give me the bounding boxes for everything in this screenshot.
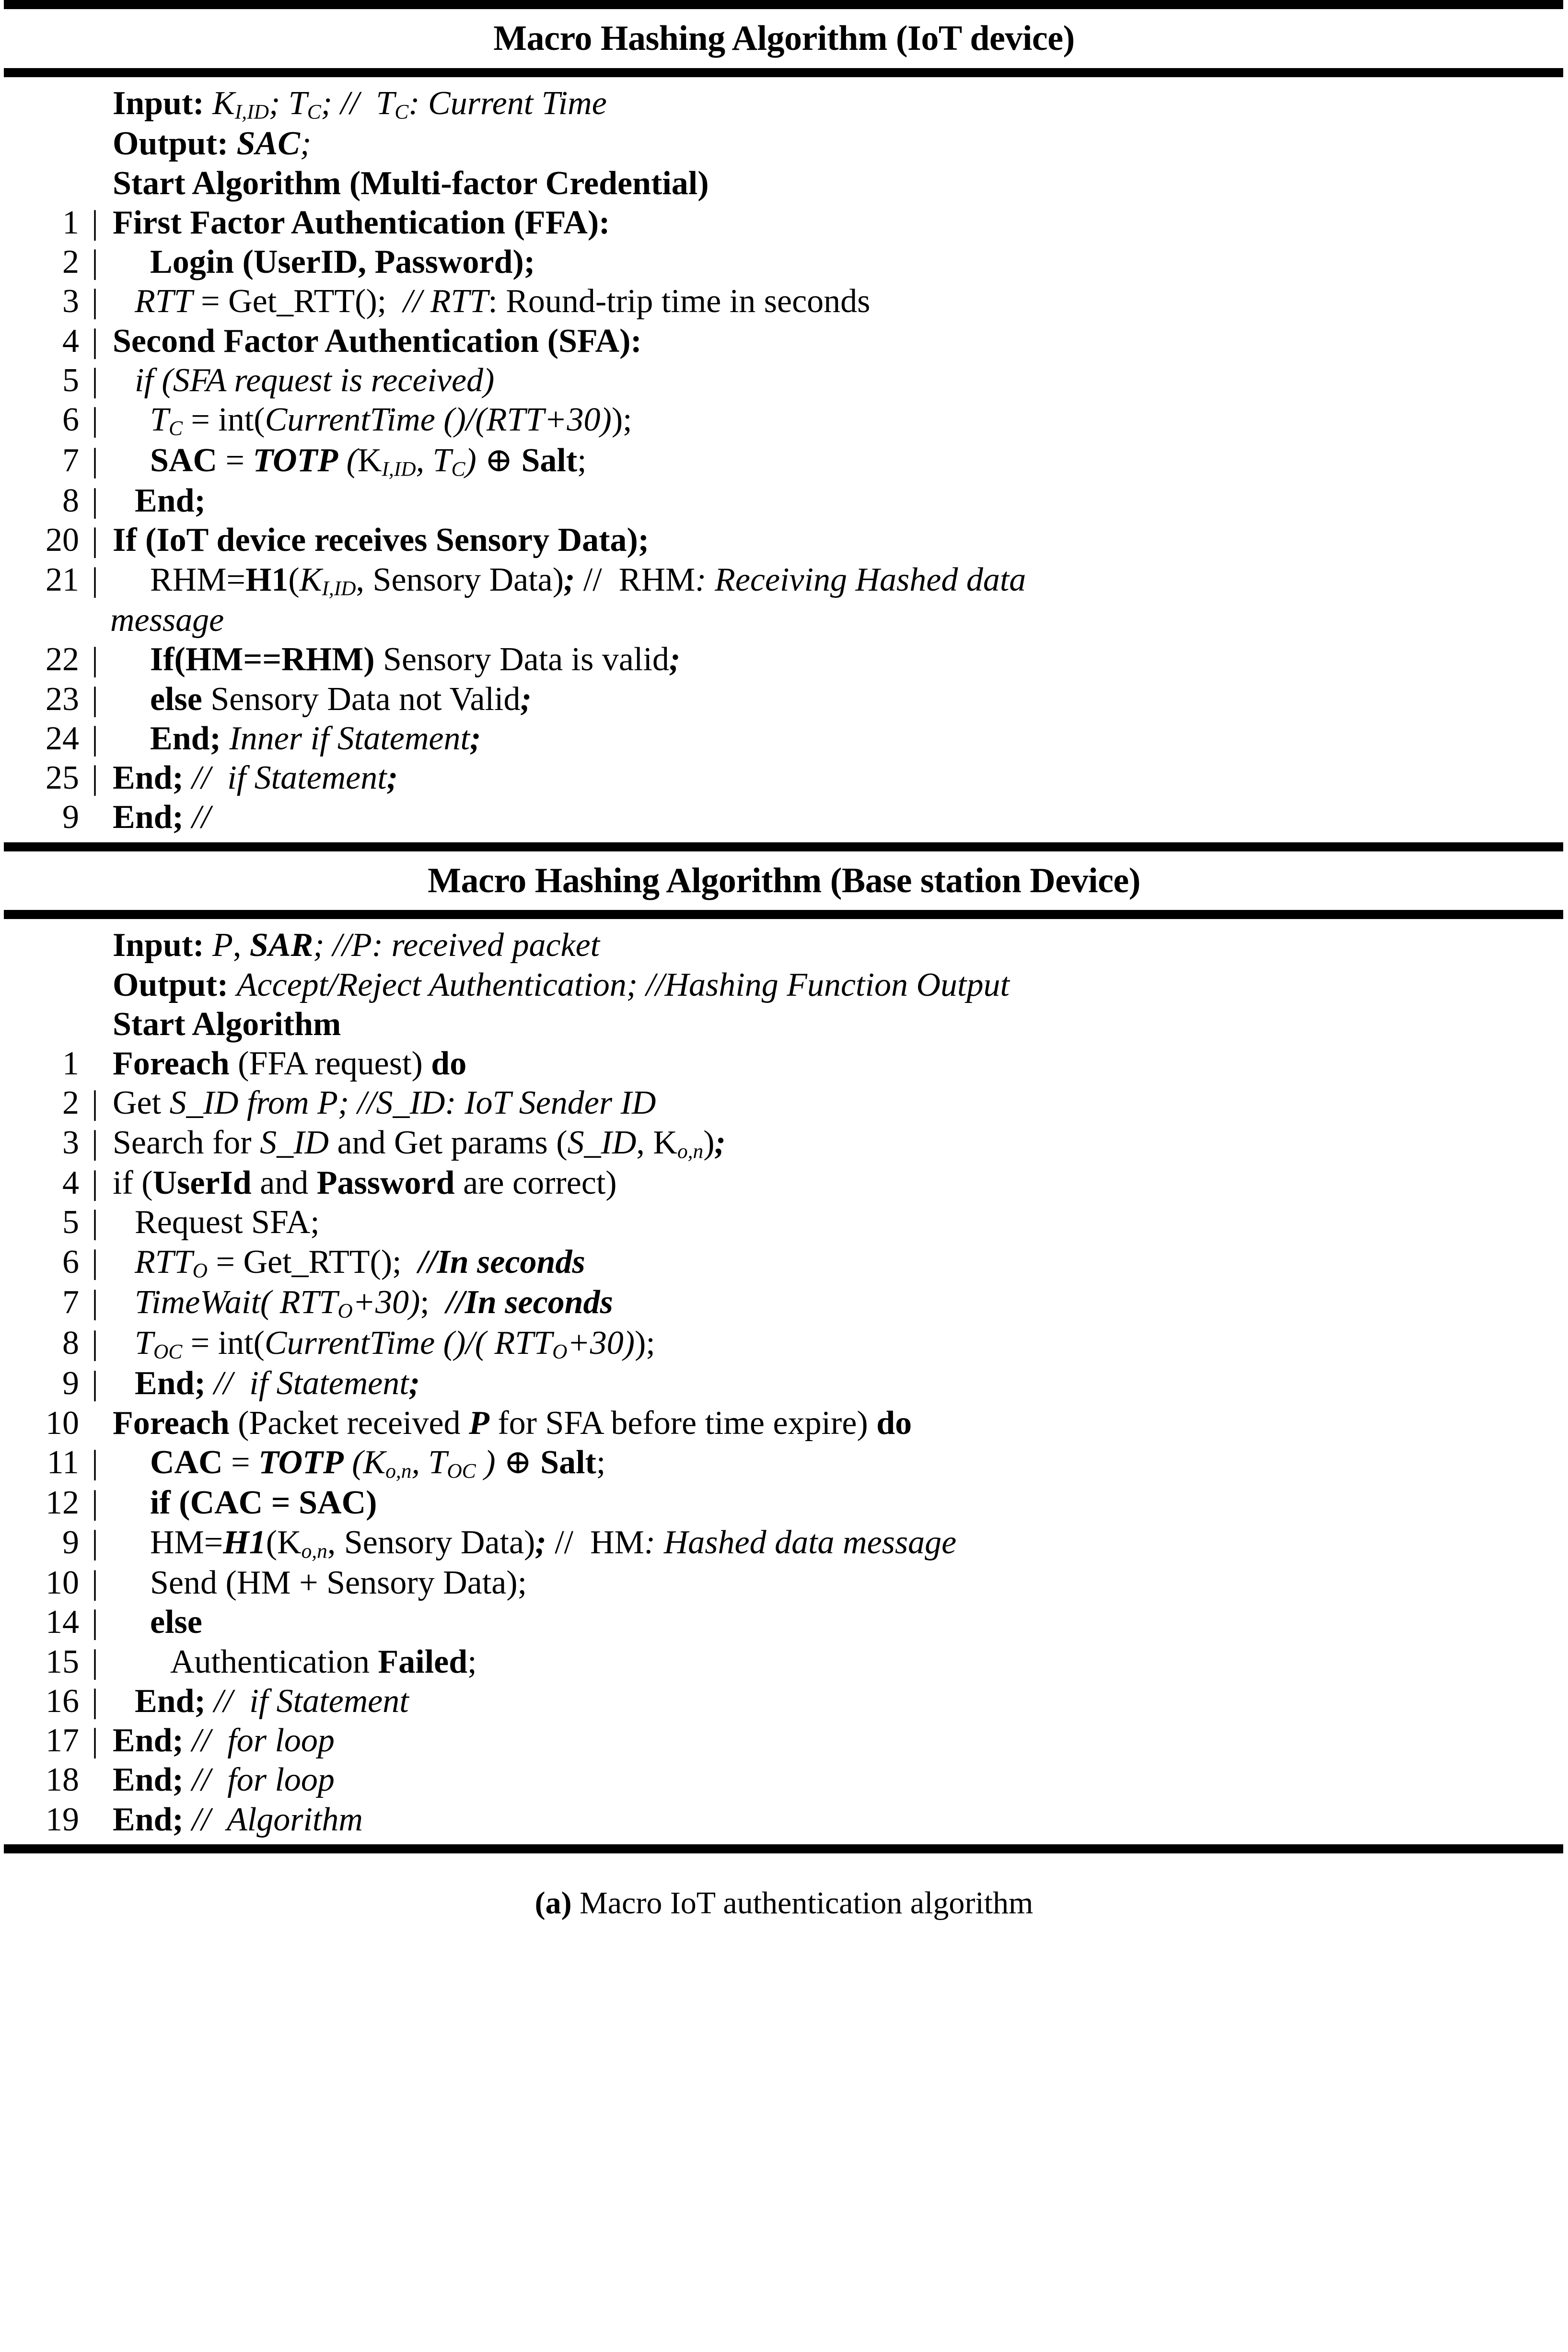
algorithm-2-line-10a	[0, 1404, 1568, 1443]
algorithm-2-title-underrule	[4, 910, 1563, 919]
line-content: Foreach (FFA request) do	[113, 1045, 467, 1083]
line-number: 6	[62, 1243, 79, 1281]
line-bar: |	[92, 1604, 99, 1641]
figure-caption-prefix: (a)	[534, 1885, 572, 1921]
line-bar: |	[92, 283, 99, 320]
algorithm-1-line-2	[0, 243, 1568, 282]
line-content: End; Inner if Statement;	[150, 720, 481, 757]
algorithm-2-line-14	[0, 1603, 1568, 1642]
line-number: 6	[62, 401, 79, 439]
line-bar: |	[92, 561, 99, 598]
algorithm-1-line-21	[0, 560, 1568, 601]
line-number: 5	[62, 1204, 79, 1241]
line-number: 12	[46, 1484, 79, 1522]
algorithm-1-line-20	[0, 521, 1568, 560]
algorithm-2-line-2	[0, 1083, 1568, 1123]
algorithm-2-line-18	[0, 1760, 1568, 1800]
line-content: If (IoT device receives Sensory Data);	[113, 522, 650, 559]
line-bar: |	[92, 522, 99, 559]
algorithm-1-title: Macro Hashing Algorithm (IoT device)	[493, 19, 1075, 58]
algorithm-2-line-6	[0, 1243, 1568, 1283]
output-text	[113, 124, 1568, 163]
xor-icon: ⊕	[485, 442, 513, 479]
start-label: Start Algorithm	[113, 1005, 341, 1043]
algorithm-1-line-4	[0, 322, 1568, 361]
line-content: else	[150, 1604, 202, 1641]
line-bar: |	[92, 641, 99, 678]
line-bar: |	[92, 1484, 99, 1522]
output-text: Output: Accept/Reject Authentication; //Hashing Function Output	[113, 966, 1010, 1003]
line-number: 18	[46, 1761, 79, 1799]
line-bar: |	[92, 442, 99, 479]
algorithm-2-line-15	[0, 1642, 1568, 1682]
line-bar: |	[92, 720, 99, 757]
line-content: TimeWait( $RTT_O+30$); //In seconds	[135, 1284, 613, 1323]
line-bar: |	[92, 244, 99, 281]
algorithm-1-start-line	[0, 164, 1568, 203]
algorithm-2-line-8	[0, 1324, 1568, 1364]
line-content: if (UserId and Password are correct)	[113, 1164, 617, 1202]
algorithm-2-line-19	[0, 1800, 1568, 1840]
output-value: SAC	[236, 125, 300, 163]
algorithm-2-line-5	[0, 1203, 1568, 1242]
line-content: if (SFA request is received)	[135, 361, 495, 399]
line-number: 17	[46, 1722, 79, 1759]
input-label: Input:	[113, 84, 204, 122]
line-number: 7	[62, 442, 79, 479]
line-content: CAC = TOTP ($K_{o,n}$, $T_{OC}$ ) ⊕ Salt;	[150, 1444, 606, 1483]
algorithm-2-line-4	[0, 1164, 1568, 1203]
line-content: Search for S_ID and Get params (S_ID, $K_{o,n}$);	[113, 1124, 726, 1163]
line-number: 15	[46, 1643, 79, 1680]
algorithm-2-body	[0, 919, 1568, 1844]
line-number: 8	[62, 1324, 79, 1362]
line-bar: |	[92, 1084, 99, 1122]
line-content: First Factor Authentication (FFA):	[113, 204, 610, 241]
line-number: 1	[62, 1045, 79, 1083]
line-number: 14	[46, 1604, 79, 1641]
line-content: End; // if Statement;	[113, 759, 398, 797]
line-number: 1	[62, 204, 79, 241]
input-text: Input: P, SAR; //P: received packet	[113, 927, 600, 964]
line-content: if (CAC = SAC)	[150, 1484, 377, 1522]
line-content: RTT = Get_RTT(); // RTT: Round-trip time in seconds	[135, 283, 871, 320]
line-bar: |	[92, 1444, 99, 1481]
algorithm-2-title: Macro Hashing Algorithm (Base station Device)	[428, 861, 1140, 900]
algorithm-1-line-25	[0, 758, 1568, 798]
line-bar: |	[92, 322, 99, 360]
line-number: 25	[46, 759, 79, 797]
line-content: $RTT_O$ = Get_RTT(); //In seconds	[135, 1243, 585, 1282]
algorithm-2-line-16	[0, 1682, 1568, 1721]
line-bar: |	[92, 1682, 99, 1720]
algorithm-1-line-24	[0, 719, 1568, 758]
line-content: Foreach (Packet received P for SFA before time expire) do	[113, 1404, 912, 1442]
line-content: End; //	[113, 799, 211, 836]
algorithm-1-body	[0, 77, 1568, 842]
output-semicolon: ;	[300, 125, 312, 163]
line-bar: |	[92, 1204, 99, 1241]
line-content: Get S_ID from P; //S_ID: IoT Sender ID	[113, 1084, 656, 1122]
algorithm-2-line-9b	[0, 1523, 1568, 1564]
frame-rule-bottom	[4, 1844, 1563, 1853]
line-content: Send (HM + Sensory Data);	[150, 1564, 527, 1602]
line-content: End; // if Statement;	[135, 1365, 420, 1402]
line-bar: |	[92, 1643, 99, 1680]
algorithm-2-line-3	[0, 1123, 1568, 1164]
algorithm-1-line-7	[0, 441, 1568, 482]
algorithm-2-line-1	[0, 1044, 1568, 1083]
line-content: $RHM=H1(K_{I,ID}$, Sensory Data); // RHM: Receiving Hashed data	[150, 561, 1026, 600]
line-number: 21	[46, 561, 79, 598]
line-content: End; // Algorithm	[113, 1801, 363, 1838]
line-number: 10	[46, 1404, 79, 1442]
algorithm-1-input-line	[0, 84, 1568, 125]
line-number: 9	[62, 799, 79, 836]
line-bar: |	[92, 1324, 99, 1362]
algorithm-1-line-6	[0, 400, 1568, 441]
algorithm-2-input-line	[0, 926, 1568, 965]
line-bar: |	[92, 1365, 99, 1402]
line-content: $T_{OC}$ = int(CurrentTime ()/( $RTT_O+30$));	[135, 1324, 655, 1363]
line-number: 9	[62, 1365, 79, 1402]
line-bar: |	[92, 759, 99, 797]
algorithm-1-line-9	[0, 798, 1568, 837]
algorithm-1-line-22	[0, 640, 1568, 679]
start-label: Start Algorithm (Multi-factor Credential)	[113, 164, 709, 202]
figure-caption-text: Macro IoT authentication algorithm	[571, 1885, 1034, 1921]
line-bar: |	[92, 1564, 99, 1602]
line-number: 11	[46, 1444, 79, 1481]
line-bar: |	[92, 1524, 99, 1561]
line-content: Request SFA;	[135, 1204, 320, 1241]
line-bar: |	[92, 361, 99, 399]
line-content: Login (UserID, Password);	[150, 244, 535, 281]
algorithm-1-line-3	[0, 282, 1568, 321]
line-content: else Sensory Data not Valid;	[150, 680, 532, 718]
line-number: 16	[46, 1682, 79, 1720]
algorithm-2-line-9a	[0, 1364, 1568, 1403]
line-number: 24	[46, 720, 79, 757]
line-content: Second Factor Authentication (SFA):	[113, 322, 642, 360]
line-bar: |	[92, 1243, 99, 1281]
algorithm-1-title-underrule	[4, 68, 1563, 77]
line-content: End; // if Statement	[135, 1682, 409, 1720]
line-bar: |	[92, 1124, 99, 1161]
frame-rule-top	[4, 0, 1563, 9]
line-bar: |	[92, 401, 99, 439]
line-number: 22	[46, 641, 79, 678]
algorithm-1-line-8	[0, 481, 1568, 521]
line-bar: |	[92, 1164, 99, 1202]
line-bar: |	[92, 1284, 99, 1321]
line-content: End; // for loop	[113, 1761, 335, 1799]
line-number: 9	[62, 1524, 79, 1561]
line-number: 2	[62, 244, 79, 281]
line-content: Authentication Failed;	[170, 1643, 477, 1680]
algorithm-2-start-line	[0, 1005, 1568, 1044]
line-number: 19	[46, 1801, 79, 1838]
line-content: End;	[135, 482, 206, 520]
line-content: If(HM==RHM) Sensory Data is valid;	[150, 641, 681, 678]
line-bar: |	[92, 680, 99, 718]
output-label: Output:	[113, 125, 229, 163]
algorithm-1-line-5	[0, 361, 1568, 400]
line-bar: |	[92, 1722, 99, 1759]
algorithm-1-output-line	[0, 124, 1568, 163]
line-bar: |	[92, 482, 99, 520]
algorithm-2-output-line	[0, 966, 1568, 1005]
algorithm-2-line-10b	[0, 1563, 1568, 1603]
input-text: Input: $K_{I,ID}$; $T_C$; // $T_C$: Current Time	[113, 84, 607, 124]
algorithm-2-line-17	[0, 1721, 1568, 1760]
line-number: 4	[62, 322, 79, 360]
line-number: 3	[62, 1124, 79, 1161]
line-number: 8	[62, 482, 79, 520]
figure-caption	[0, 1853, 1568, 1921]
line-number: 3	[62, 283, 79, 320]
algorithm-2-title-overrule	[4, 842, 1563, 851]
line-number: 2	[62, 1084, 79, 1122]
algorithm-1-line-21-continuation: message	[110, 602, 224, 639]
xor-icon: ⊕	[504, 1444, 532, 1481]
line-number: 4	[62, 1164, 79, 1202]
start-text	[113, 1005, 1568, 1044]
input-label: Input:	[113, 927, 204, 964]
line-content: $HM=H1(K_{o,n}$, Sensory Data); // HM: Hashed data message	[150, 1524, 957, 1563]
line-bar: |	[92, 204, 99, 241]
line-number: 10	[46, 1564, 79, 1602]
algorithm-2-line-12	[0, 1483, 1568, 1523]
algorithm-2-line-7	[0, 1283, 1568, 1324]
line-number: 7	[62, 1284, 79, 1321]
line-content: SAC = TOTP ($K_{I,ID}$, $T_C$) ⊕ Salt;	[150, 442, 587, 481]
algorithm-2-line-11	[0, 1443, 1568, 1484]
line-number: 23	[46, 680, 79, 718]
algorithm-1-line-23	[0, 680, 1568, 719]
start-text	[113, 164, 1568, 203]
line-number: 5	[62, 361, 79, 399]
output-label: Output:	[113, 966, 229, 1003]
algorithm-1-line-1	[0, 203, 1568, 243]
line-content: End; // for loop	[113, 1722, 335, 1759]
line-content: $T_C$ = int(CurrentTime ()/(RTT+30));	[150, 401, 632, 440]
line-number: 20	[46, 522, 79, 559]
